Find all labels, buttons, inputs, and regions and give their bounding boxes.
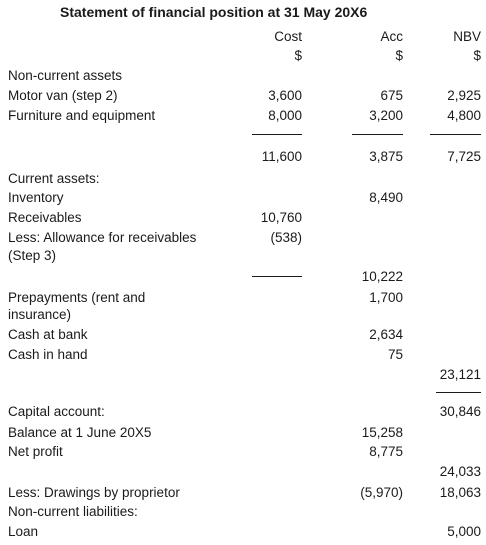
nbv-subtotal-rule [430,134,481,135]
net-receivables-value: 10,222 [361,269,403,284]
acc-subtotal-rule [352,134,403,135]
allowance-value: (538) [270,230,302,245]
prepayments-value: 1,700 [369,290,403,305]
grand-total: 30,846 [439,404,481,419]
non-current-assets-heading: Non-current assets [8,68,123,83]
nbv-total: 7,725 [447,149,481,164]
current-assets-heading: Current assets: [8,171,100,186]
allowance-label: Less: Allowance for receivables [8,230,197,245]
cost-column-header: Cost [274,29,302,44]
motor-van-nbv: 2,925 [447,88,481,103]
opening-balance-value: 15,258 [361,425,403,440]
capital-net-value: 18,063 [439,485,481,500]
allowance-label-step: (Step 3) [8,248,57,263]
capital-subtotal: 24,033 [439,464,481,479]
acc-total: 3,875 [369,149,403,164]
receivables-value: 10,760 [260,210,302,225]
cost-subtotal-rule [252,134,302,135]
furniture-nbv: 4,800 [447,108,481,123]
cash-at-bank-label: Cash at bank [8,327,88,342]
non-current-liabilities-heading: Non-current liabilities: [8,504,138,519]
opening-balance-label: Balance at 1 June 20X5 [8,425,152,440]
net-profit-label: Net profit [8,444,63,459]
receivables-label: Receivables [8,210,82,225]
cash-in-hand-value: 75 [387,347,403,362]
receivables-rule [252,276,302,277]
prepayments-label: Prepayments (rent and [8,290,146,305]
current-assets-total: 23,121 [439,367,481,382]
net-profit-value: 8,775 [369,444,403,459]
furniture-acc: 3,200 [369,108,403,123]
nbv-unit: $ [473,48,481,63]
prepayments-label-cont: insurance) [8,307,72,322]
cost-unit: $ [294,48,302,63]
motor-van-label: Motor van (step 2) [8,88,118,103]
motor-van-cost: 3,600 [268,88,302,103]
inventory-label: Inventory [8,190,64,205]
acc-column-header: Acc [380,29,403,44]
loan-value: 5,000 [447,524,481,539]
furniture-cost: 8,000 [268,108,302,123]
motor-van-acc: 675 [380,88,403,103]
acc-unit: $ [395,48,403,63]
cost-total: 11,600 [261,149,302,164]
cash-in-hand-label: Cash in hand [8,347,88,362]
loan-label: Loan [8,524,39,539]
nbv-column-header: NBV [453,29,481,44]
page-title: Statement of financial position at 31 May 20X6 [60,4,368,20]
inventory-value: 8,490 [369,190,403,205]
total-assets-rule [436,392,481,393]
capital-account-heading: Capital account: [8,404,105,419]
cash-at-bank-value: 2,634 [369,327,403,342]
furniture-label: Furniture and equipment [8,108,156,123]
drawings-value: (5,970) [360,485,403,500]
drawings-label: Less: Drawings by proprietor [8,485,180,500]
